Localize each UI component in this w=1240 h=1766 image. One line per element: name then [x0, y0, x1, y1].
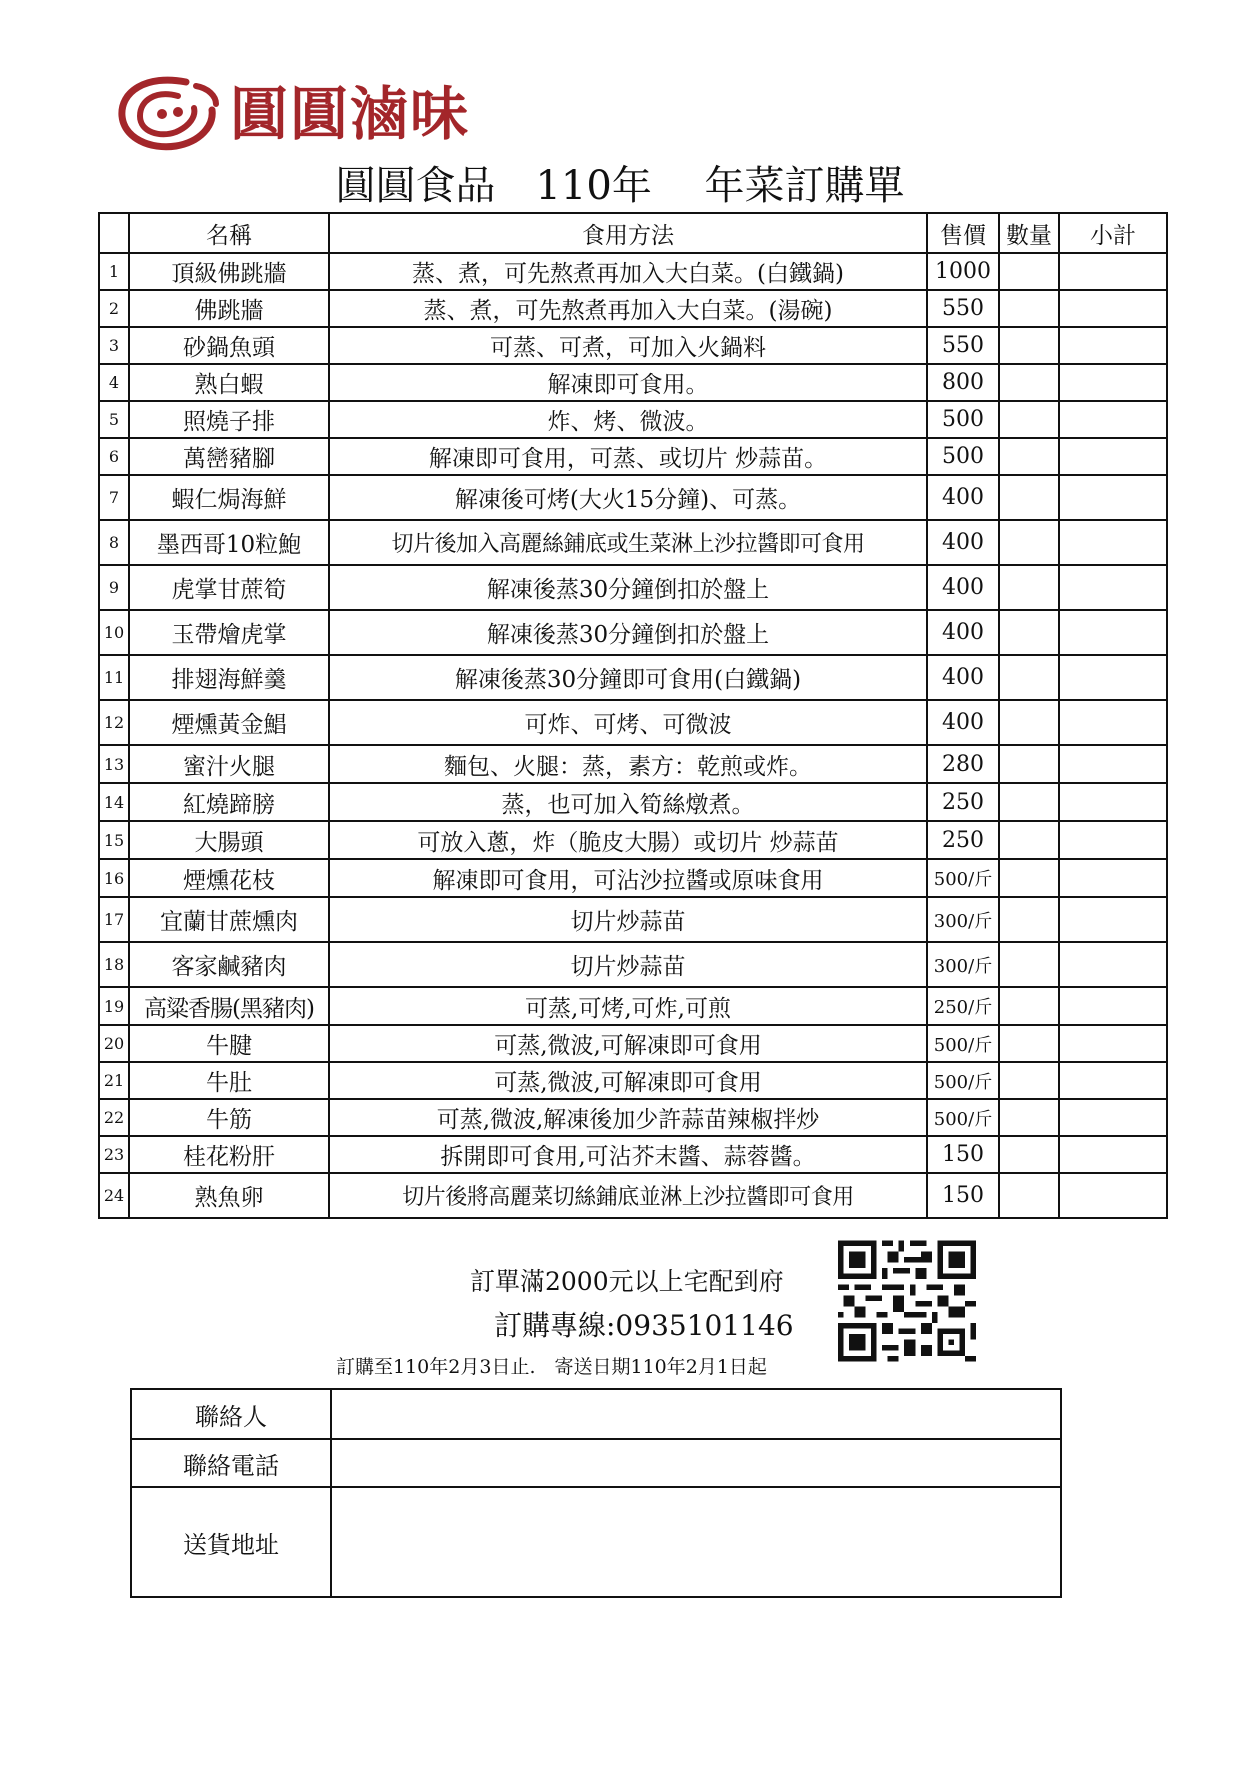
item-number: 24 [99, 1173, 129, 1218]
table-row [99, 327, 1167, 364]
item-price: 400 [927, 565, 999, 610]
item-name: 虎掌甘蔗筍 [129, 565, 329, 610]
item-price: 400 [927, 610, 999, 655]
item-method: 可蒸,微波,解凍後加少許蒜苗辣椒拌炒 [329, 1099, 927, 1136]
item-quantity-cell[interactable] [999, 327, 1059, 364]
item-method: 切片炒蒜苗 [329, 942, 927, 987]
item-name: 煙燻花枝 [129, 859, 329, 897]
table-row [99, 942, 1167, 987]
table-row [99, 1136, 1167, 1173]
item-method: 可蒸,可烤,可炸,可煎 [329, 987, 927, 1025]
order-dates-note: 訂購至110年2月3日止. 寄送日期110年2月1日起 [336, 1356, 767, 1378]
item-name: 排翅海鮮羹 [129, 655, 329, 700]
item-quantity-cell[interactable] [999, 253, 1059, 290]
item-number: 16 [99, 859, 129, 897]
table-row [99, 655, 1167, 700]
item-subtotal-cell[interactable] [1059, 253, 1167, 290]
item-method: 解凍後蒸30分鐘即可食用(白鐵鍋) [329, 655, 927, 700]
item-number: 5 [99, 401, 129, 438]
item-number: 7 [99, 475, 129, 520]
item-method: 可放入蔥，炸（脆皮大腸）或切片 炒蒜苗 [329, 821, 927, 859]
brand-logo-icon [116, 76, 220, 152]
item-price: 300/斤 [927, 942, 999, 987]
item-price: 550 [927, 327, 999, 364]
table-row [99, 253, 1167, 290]
contact-phone-label: 聯絡電話 [131, 1439, 331, 1487]
item-quantity-cell[interactable] [999, 700, 1059, 745]
item-name: 宜蘭甘蔗燻肉 [129, 897, 329, 942]
table-row [99, 364, 1167, 401]
item-name: 高粱香腸(黑豬肉) [129, 987, 329, 1025]
contact-name-field[interactable] [331, 1389, 1061, 1439]
item-price: 500/斤 [927, 1099, 999, 1136]
item-subtotal-cell[interactable] [1059, 327, 1167, 364]
item-subtotal-cell[interactable] [1059, 859, 1167, 897]
item-number: 1 [99, 253, 129, 290]
item-name: 佛跳牆 [129, 290, 329, 327]
item-price: 500 [927, 438, 999, 475]
item-quantity-cell[interactable] [999, 1099, 1059, 1136]
header-qty: 數量 [999, 213, 1059, 253]
table-row [99, 1099, 1167, 1136]
brand-logo [116, 74, 470, 154]
item-name: 玉帶燴虎掌 [129, 610, 329, 655]
item-subtotal-cell[interactable] [1059, 655, 1167, 700]
item-method: 切片炒蒜苗 [329, 897, 927, 942]
item-name: 墨西哥10粒鮑 [129, 520, 329, 565]
item-number: 19 [99, 987, 129, 1025]
qr-code-icon[interactable] [838, 1240, 976, 1362]
item-number: 12 [99, 700, 129, 745]
item-price: 150 [927, 1173, 999, 1218]
item-name: 蜜汁火腿 [129, 745, 329, 783]
item-method: 蒸、煮，可先熬煮再加入大白菜。(湯碗) [329, 290, 927, 327]
item-number: 21 [99, 1062, 129, 1099]
header-method: 食用方法 [329, 213, 927, 253]
item-subtotal-cell[interactable] [1059, 438, 1167, 475]
table-row [99, 859, 1167, 897]
item-quantity-cell[interactable] [999, 565, 1059, 610]
item-method: 解凍即可食用，可沾沙拉醬或原味食用 [329, 859, 927, 897]
brand-name: 圓圓滷味 [230, 80, 471, 148]
contact-row-name [131, 1389, 1061, 1439]
item-subtotal-cell[interactable] [1059, 1062, 1167, 1099]
item-number: 17 [99, 897, 129, 942]
item-number: 8 [99, 520, 129, 565]
delivery-note: 訂單滿2000元以上宅配到府 [470, 1267, 784, 1296]
item-method: 可炸、可烤、可微波 [329, 700, 927, 745]
item-method: 炸、烤、微波。 [329, 401, 927, 438]
item-name: 牛肚 [129, 1062, 329, 1099]
item-quantity-cell[interactable] [999, 475, 1059, 520]
item-quantity-cell[interactable] [999, 987, 1059, 1025]
item-subtotal-cell[interactable] [1059, 364, 1167, 401]
item-quantity-cell[interactable] [999, 897, 1059, 942]
item-method: 解凍即可食用。 [329, 364, 927, 401]
item-number: 23 [99, 1136, 129, 1173]
contact-address-label: 送貨地址 [131, 1487, 331, 1597]
item-number: 14 [99, 783, 129, 821]
item-subtotal-cell[interactable] [1059, 987, 1167, 1025]
item-method: 可蒸,微波,可解凍即可食用 [329, 1062, 927, 1099]
item-name: 桂花粉肝 [129, 1136, 329, 1173]
header-no [99, 213, 129, 253]
item-subtotal-cell[interactable] [1059, 897, 1167, 942]
table-row [99, 475, 1167, 520]
item-subtotal-cell[interactable] [1059, 610, 1167, 655]
table-row [99, 821, 1167, 859]
table-header-row [99, 213, 1167, 253]
item-name: 熟白蝦 [129, 364, 329, 401]
table-row [99, 520, 1167, 565]
item-subtotal-cell[interactable] [1059, 942, 1167, 987]
table-row [99, 290, 1167, 327]
item-quantity-cell[interactable] [999, 438, 1059, 475]
table-row [99, 1173, 1167, 1218]
item-price: 500/斤 [927, 1025, 999, 1062]
item-method: 解凍即可食用，可蒸、或切片 炒蒜苗。 [329, 438, 927, 475]
item-name: 萬巒豬腳 [129, 438, 329, 475]
item-name: 客家鹹豬肉 [129, 942, 329, 987]
item-subtotal-cell[interactable] [1059, 475, 1167, 520]
contact-row-address [131, 1487, 1061, 1597]
table-row [99, 897, 1167, 942]
item-name: 熟魚卵 [129, 1173, 329, 1218]
item-name: 頂級佛跳牆 [129, 253, 329, 290]
item-subtotal-cell[interactable] [1059, 783, 1167, 821]
item-quantity-cell[interactable] [999, 859, 1059, 897]
contact-phone-field[interactable] [331, 1439, 1061, 1487]
item-name: 砂鍋魚頭 [129, 327, 329, 364]
table-row [99, 700, 1167, 745]
item-price: 400 [927, 520, 999, 565]
header-name: 名稱 [129, 213, 329, 253]
document-title: 圓圓食品 110年 年菜訂購單 [335, 163, 905, 209]
item-price: 500/斤 [927, 1062, 999, 1099]
order-table-body [99, 253, 1167, 1218]
item-subtotal-cell[interactable] [1059, 520, 1167, 565]
item-quantity-cell[interactable] [999, 290, 1059, 327]
item-name: 蝦仁焗海鮮 [129, 475, 329, 520]
item-method: 蒸、煮，可先熬煮再加入大白菜。(白鐵鍋) [329, 253, 927, 290]
item-quantity-cell[interactable] [999, 1173, 1059, 1218]
order-table [98, 212, 1168, 1219]
item-method: 解凍後蒸30分鐘倒扣於盤上 [329, 610, 927, 655]
item-name: 大腸頭 [129, 821, 329, 859]
item-method: 切片後加入高麗絲鋪底或生菜淋上沙拉醬即可食用 [329, 520, 927, 565]
table-row [99, 745, 1167, 783]
item-method: 解凍後可烤(大火15分鐘)、可蒸。 [329, 475, 927, 520]
item-quantity-cell[interactable] [999, 1025, 1059, 1062]
item-number: 22 [99, 1099, 129, 1136]
item-quantity-cell[interactable] [999, 364, 1059, 401]
contact-form [130, 1388, 1062, 1598]
item-price: 400 [927, 700, 999, 745]
table-row [99, 1025, 1167, 1062]
item-subtotal-cell[interactable] [1059, 401, 1167, 438]
item-method: 蒸，也可加入筍絲燉煮。 [329, 783, 927, 821]
item-price: 800 [927, 364, 999, 401]
item-quantity-cell[interactable] [999, 745, 1059, 783]
item-number: 4 [99, 364, 129, 401]
item-name: 照燒子排 [129, 401, 329, 438]
item-name: 牛筋 [129, 1099, 329, 1136]
item-name: 煙燻黃金鯧 [129, 700, 329, 745]
item-subtotal-cell[interactable] [1059, 565, 1167, 610]
item-subtotal-cell[interactable] [1059, 290, 1167, 327]
table-row [99, 610, 1167, 655]
item-number: 2 [99, 290, 129, 327]
item-number: 13 [99, 745, 129, 783]
item-number: 10 [99, 610, 129, 655]
item-number: 3 [99, 327, 129, 364]
item-subtotal-cell[interactable] [1059, 1173, 1167, 1218]
item-subtotal-cell[interactable] [1059, 1099, 1167, 1136]
item-number: 15 [99, 821, 129, 859]
table-row [99, 987, 1167, 1025]
item-price: 250 [927, 821, 999, 859]
item-subtotal-cell[interactable] [1059, 745, 1167, 783]
order-hotline: 訂購專線:0935101146 [494, 1309, 794, 1342]
item-price: 250/斤 [927, 987, 999, 1025]
item-quantity-cell[interactable] [999, 520, 1059, 565]
item-subtotal-cell[interactable] [1059, 1025, 1167, 1062]
item-price: 500 [927, 401, 999, 438]
item-quantity-cell[interactable] [999, 1062, 1059, 1099]
item-subtotal-cell[interactable] [1059, 700, 1167, 745]
item-method: 可蒸、可煮，可加入火鍋料 [329, 327, 927, 364]
item-method: 切片後將高麗菜切絲鋪底並淋上沙拉醬即可食用 [329, 1173, 927, 1218]
item-price: 250 [927, 783, 999, 821]
item-quantity-cell[interactable] [999, 821, 1059, 859]
item-subtotal-cell[interactable] [1059, 821, 1167, 859]
item-quantity-cell[interactable] [999, 1136, 1059, 1173]
item-price: 300/斤 [927, 897, 999, 942]
header-price: 售價 [927, 213, 999, 253]
header-subtotal: 小計 [1059, 213, 1167, 253]
item-method: 解凍後蒸30分鐘倒扣於盤上 [329, 565, 927, 610]
item-number: 6 [99, 438, 129, 475]
item-price: 400 [927, 655, 999, 700]
item-quantity-cell[interactable] [999, 783, 1059, 821]
item-price: 550 [927, 290, 999, 327]
item-number: 9 [99, 565, 129, 610]
item-quantity-cell[interactable] [999, 942, 1059, 987]
item-number: 20 [99, 1025, 129, 1062]
item-number: 11 [99, 655, 129, 700]
item-quantity-cell[interactable] [999, 610, 1059, 655]
item-price: 500/斤 [927, 859, 999, 897]
item-subtotal-cell[interactable] [1059, 1136, 1167, 1173]
item-price: 150 [927, 1136, 999, 1173]
item-price: 400 [927, 475, 999, 520]
item-name: 紅燒蹄膀 [129, 783, 329, 821]
table-row [99, 783, 1167, 821]
item-price: 280 [927, 745, 999, 783]
table-row [99, 1062, 1167, 1099]
item-quantity-cell[interactable] [999, 401, 1059, 438]
table-row [99, 438, 1167, 475]
item-name: 牛腱 [129, 1025, 329, 1062]
item-method: 麵包、火腿：蒸，素方：乾煎或炸。 [329, 745, 927, 783]
table-row [99, 401, 1167, 438]
item-method: 拆開即可食用,可沾芥末醬、蒜蓉醬。 [329, 1136, 927, 1173]
item-number: 18 [99, 942, 129, 987]
contact-address-field[interactable] [331, 1487, 1061, 1597]
table-row [99, 565, 1167, 610]
contact-row-phone [131, 1439, 1061, 1487]
item-quantity-cell[interactable] [999, 655, 1059, 700]
item-price: 1000 [927, 253, 999, 290]
item-method: 可蒸,微波,可解凍即可食用 [329, 1025, 927, 1062]
contact-name-label: 聯絡人 [131, 1389, 331, 1439]
